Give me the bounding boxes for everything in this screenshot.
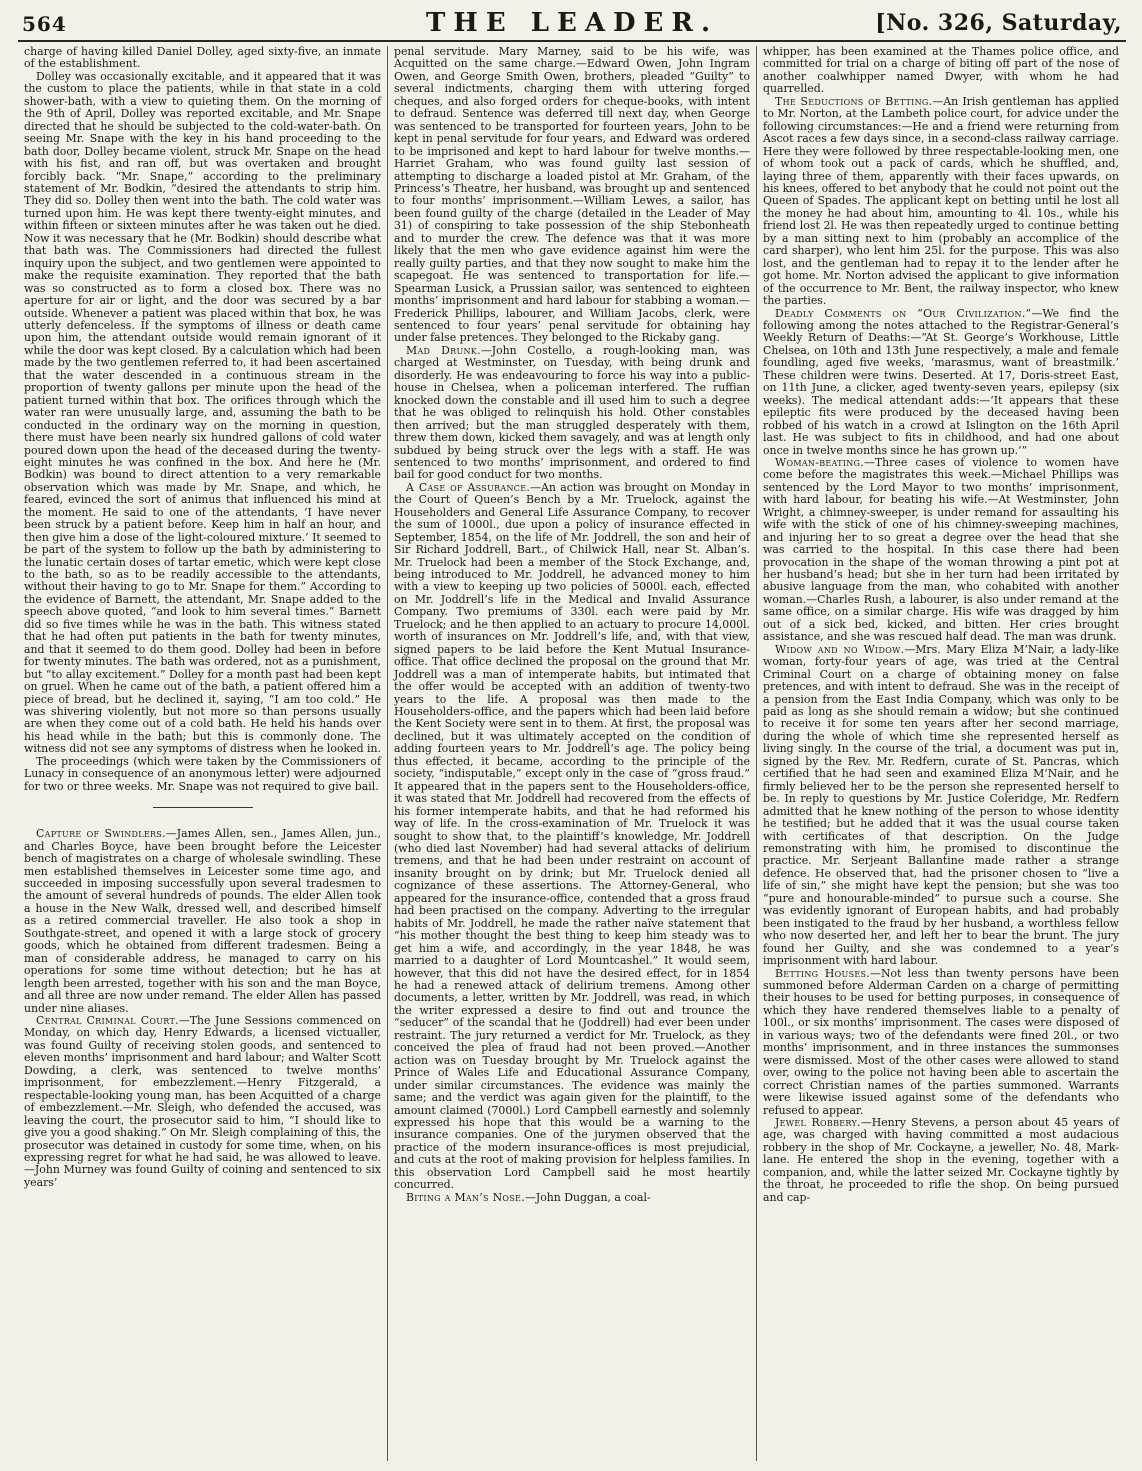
column-3	[756, 46, 1125, 1461]
article-paragraph: whipper, has been examined at the Thames police office, and committed for trial on a charge of biting off part of the nose of another coalwhipper named Dwyer, with whom he had quarrelled.	[763, 46, 1119, 96]
article-paragraph: The proceedings (which were taken by the Commissioners of Lunacy in consequence of an anonymous letter) were adjourned for two or three weeks. Mr. Snape was not required to give bail.	[24, 754, 381, 793]
article-heading: Widow and no Widow.	[775, 642, 905, 656]
article-body: —The June Sessions commenced on Monday, on which day, Henry Edwards, a licensed victualler, was found Guilty of receiving stolen goods, and sentenced to eleven months’ imprisonment and hard labour; and Walter Scott Dowding, a clerk, was sentenced to twelve months’ imprisonment, for embezzlement.—Henry Fitzgerald, a respectable-looking young man, has been Acquitted of a charge of embezzlement.—Mr. Sleigh, who defended the accused, was leaving the court, the prosecutor said to him, “I should like to give you a good shaking.” On Mr. Sleigh complaining of this, the prosecutor was detained in custody for some time, when, on his expressing regret for what he had said, he was allowed to leave.—John Murney was found Guilty of coining and sentenced to six years’	[24, 1013, 382, 1189]
article-paragraph	[394, 482, 750, 1192]
article-heading: Biting a Man’s Nose.	[406, 1190, 525, 1204]
page-number: 564	[22, 12, 67, 36]
article-heading: Mad Drunk.	[406, 343, 481, 357]
article-paragraph	[394, 345, 750, 482]
newspaper-page	[18, 6, 1126, 1461]
article-paragraph	[24, 828, 381, 1015]
column-2	[387, 46, 756, 1461]
article-heading: A Case of Assurance.	[406, 480, 531, 494]
article-columns	[18, 46, 1126, 1461]
article-body: —Three cases of violence to women have come before the magistrates this week.—Michael Phillips was sentenced by the Lord Mayor to two months’ imprisonment, with hard labour, for beating his wife.—At Westminster, John Wright, a chimney-sweeper, is under remand for assaulting his wife with the stick of one of his chimney-sweeping machines, and injuring her to so great a degree over the head that she was carried to the hospital. In this case there had been provocation in the shape of the woman throwing a pint pot at her husband’s head; but she in her turn had been irritated by abusive language from the man, who cohabited with another woman.—Charles Rush, a labourer, is also under remand at the same office, on a similar charge. His wife was dragged by him out of a sick bed, kicked, and bitten. Her cries brought assistance, and she was rescued half dead. The man was drunk.	[763, 455, 1119, 644]
article-paragraph	[24, 1015, 381, 1189]
article-paragraph	[763, 644, 1119, 968]
article-heading: The Seductions of Betting.	[775, 94, 933, 108]
article-paragraph	[394, 1192, 750, 1204]
column-1	[18, 46, 387, 1461]
issue-number: [No. 326, Saturday,	[875, 10, 1122, 36]
article-paragraph: penal servitude. Mary Marney, said to be his wife, was Acquitted on the same charge.—Edward Owen, John Ingram Owen, and George Smith Owen, brothers, pleaded “Guilty” to several indictments, charging them with uttering forged cheques, and also forged orders for cheque-books, with intent to defraud. Sentence was deferred till next day, when George was sentenced to be transported for fourteen years, John to be kept in penal servitude for four years, and Edward was ordered to be imprisoned and kept to hard labour for twelve months.—Harriet Graham, who was found guilty last session of attempting to discharge a loaded pistol at Mr. Graham, of the Princess’s Theatre, her husband, was brought up and sentenced to four months’ imprisonment.—William Lewes, a sailor, has been found guilty of the charge (detailed in the Leader of May 31) of conspiring to take possession of the ship Stebonheath and to murder the crew. The defence was that it was more likely that the men who gave evidence against him were the really guilty parties, and that they now sought to make him the scapegoat. He was sentenced to transportation for life.—Spearman Lusick, a Prussian sailor, was sentenced to eighteen months’ imprisonment and hard labour for stabbing a woman.—Frederick Phillips, labourer, and William Jacobs, clerk, were sentenced to four years’ penal servitude for obtaining hay under false pretences. They belonged to the Rickaby gang.	[394, 46, 750, 345]
article-paragraph: Dolley was occasionally excitable, and it appeared that it was the custom to place the patients, while in that state in a cold shower-bath, with a view to quieting them. On the morning of the 9th of April, Dolley was reported excitable, and Mr. Snape directed that he should be subjected to the cold-water-bath. On seeing Mr. Snape with the key in his hand proceeding to the bath door, Dolley became violent, struck Mr. Snape on the head with his fist, and ran off, but was overtaken and brought forcibly back. “Mr. Snape,” according to the preliminary statement of Mr. Bodkin, “desired the attendants to strip him. They did so. Dolley then went into the bath. The cold water was turned upon him. He was kept there twenty-eight minutes, and within fifteen or sixteen minutes after he was taken out he died. Now it was necessary that he (Mr. Bodkin) should describe what that bath was. The Commissioners had directed the fullest inquiry upon the subject, and two gentlemen were appointed to make the requisite examination. They reported that the bath was so constructed as to form a closed box. There was no aperture for air or light, and the door was secured by a bar outside. Whenever a patient was placed within that box, he was utterly defenceless. If the symptoms of illness or death came upon him, the attendant outside would remain ignorant of it while the door was kept closed. By a calculation which had been made by the two gentlemen referred to, it had been ascertained that the water descended in a continuous stream in the proportion of twenty gallons per minute upon the head of the patient turned within that box. The orifices through which the water ran were unusually large, and, assuming the bath to be conducted in the ordinary way on the morning in question, there must have been nearly six hundred gallons of cold water poured down upon the head of the deceased during the twenty-eight minutes he was confined in the box. And here he (Mr. Bodkin) was bound to direct attention to a very remarkable observation which was made by Mr. Snape, and which, he feared, evinced the sort of animus that influenced his mind at the moment. He said to one of the attendants, ‘I have never been struck by a patient before. Keep him in half an hour, and then give him a dose of the light-coloured mixture.’ It seemed to be part of the system to follow up the bath by administering to the lunatic certain doses of tartar emetic, which were kept close to the bath, so as to be readily accessible to the attendants, without their having to go to Mr. Snape for them.” According to the evidence of Barnett, the attendant, Mr. Snape added to the speech above quoted, “and look to him several times.” Barnett did so five times while he was in the bath. This witness stated that he had often put patients in the bath for twenty minutes, and that it seemed to do them good. Dolley had been in before for twenty minutes. The bath was ordered, not as a punishment, but “to allay excitement.” Dolley for a month past had been kept on gruel. When he came out of the bath, a patient offered him a piece of bread, but he declined it, saying, “I am too cold.” He was shivering violently, but not more so than persons usually are when they come out of a cold bath. He held his hands over his head while in the bath; but this is commonly done. The witness did not see any symptoms of distress when he looked in.	[24, 69, 381, 756]
article-paragraph	[763, 457, 1119, 644]
article-body: —John Costello, a rough-looking man, was charged at Westminster, on Tuesday, with being drunk and disorderly. He was endeavouring to force his way into a public-house in Chelsea, when a policeman interfered. The ruffian knocked down the constable and ill used him to such a degree that he was obliged to relinquish his hold. Other constables then arrived; but the man struggled desperately with them, threw them down, kicked them savagely, and was at length only subdued by being struck over the legs with a staff. He was sentenced to two months’ imprisonment, and ordered to find bail for good conduct for two months.	[394, 343, 750, 482]
article-body: —Henry Stevens, a person about 45 years of age, was charged with having committed a most audacious robbery in the shop of Mr. Cockayne, a jeweller, No. 48, Mark-lane. He entered the shop in the evening, together with a companion, and, while the latter seized Mr. Cockayne tightly by the throat, he proceeded to rifle the shop. On being pursued and cap-	[763, 1115, 1119, 1204]
article-body: —Mrs. Mary Eliza M‘Nair, a lady-like woman, forty-four years of age, was tried at the Central Criminal Court on a charge of obtaining money on false pretences, and with intent to defraud. She was in the receipt of a pension from the East India Company, which was only to be paid as long as she should remain a widow; but she continued to receive it for some ten years after her second marriage, during the whole of which time she represented herself as living singly. In the course of the trial, a document was put in, signed by the Rev. Mr. Redfern, curate of St. Pancras, which certified that he had seen and examined Eliza M‘Nair, and he firmly believed her to be the person she represented herself to be. In reply to questions by Mr. Justice Coleridge, Mr. Redfern admitted that he knew nothing of the person to whose identity he testified; but he added that it was the usual course taken with certificates of that description. On the Judge remonstrating with him, he promised to discontinue the practice. Mr. Serjeant Ballantine made rather a strange defence. He observed that, had the prisoner chosen to “live a life of sin,” she might have kept the pension; but she was too “pure and honourable-minded” to pursue such a course. She was evidently ignorant of European habits, and had probably been instigated to the fraud by her husband, a worthless fellow who now deserted her, and left her to bear the brunt. The jury found her Guilty, and she was condemned to a year’s imprisonment with hard labour.	[763, 642, 1119, 968]
article-body: —Not less than twenty persons have been summoned before Alderman Carden on a charge of permitting their houses to be used for betting purposes, in consequence of which they have rendered themselves liable to a penalty of 100l., or six months’ imprisonment. The cases were disposed of in various ways; two of the defendants were fined 20l., or two months’ imprisonment, and in three instances the summonses were dismissed. Most of the other cases were allowed to stand over, owing to the police not having been able to ascertain the correct Christian names of the parties summoned. Warrants were likewise issued against some of the defendants who refused to appear.	[763, 966, 1119, 1117]
section-divider	[153, 807, 253, 808]
article-paragraph: charge of having killed Daniel Dolley, aged sixty-five, an inmate of the establishment.	[24, 46, 381, 71]
article-paragraph	[763, 308, 1119, 457]
article-heading: Jewel Robbery.	[775, 1115, 861, 1129]
article-heading: Capture of Swindlers.	[36, 827, 166, 841]
article-body: —John Duggan, a coal-	[524, 1190, 651, 1204]
article-body: —James Allen, sen., James Allen, jun., and Charles Boyce, have been brought before the Leicester bench of magistrates on a charge of wholesale swindling. These men established themselves in Leicester some time ago, and succeeded in imposing successfully upon several tradesmen to the amount of several hundreds of pounds. The elder Allen took a house in the New Walk, dressed well, and described himself as a retired commercial traveller. He also took a shop in Southgate-street, and opened it with a large stock of grocery goods, which he obtained from different tradesmen. Being a man of considerable address, he managed to carry on his operations for some time without detection; but he has at length been arrested, together with his son and the man Boyce, and all three are now under remand. The elder Allen has passed under nine aliases.	[24, 827, 381, 1015]
article-heading: Woman-beating.	[775, 455, 865, 469]
article-heading: Deadly Comments on “Our Civilization.”	[775, 306, 1032, 320]
article-paragraph	[763, 968, 1119, 1117]
article-heading: Betting Houses.	[775, 966, 871, 980]
article-paragraph	[763, 1117, 1119, 1204]
article-paragraph	[763, 96, 1119, 308]
newspaper-title: THE LEADER.	[425, 8, 719, 38]
masthead	[18, 6, 1126, 42]
article-body: —We find the following among the notes attached to the Registrar-General’s Weekly Return of Deaths:—“At St. George’s Workhouse, Little Chelsea, on 10th and 13th June respectively, a male and female foundling, aged five weeks, ‘marasmus, want of breastmilk.’ These children were twins. Deserted. At 17, Doris-street East, on 11th June, a clicker, aged twenty-seven years, epilepsy (six weeks). The medical attendant adds:—‘It appears that these epileptic fits were produced by the deceased having been robbed of his watch in a crowd at Islington on the 16th April last. He was subject to fits in childhood, and had one about once in twelve months since he has grown up.’”	[763, 306, 1119, 457]
article-body: —An Irish gentleman has applied to Mr. Norton, at the Lambeth police court, for advice under the following circumstances:—He and a friend were returning from Ascot races a few days since, in a second-class railway carriage. Here they were followed by three respectable-looking men, one of whom took out a pack of cards, which he shuffled, and, laying three of them, apparently with their faces upwards, on his knees, offered to bet anybody that he could not point out the Queen of Spades. The applicant kept on betting until he lost all the money he had about him, amounting to 4l. 10s., while his friend lost 2l. He was then repeatedly urged to continue betting by a man sitting next to him (probably an accomplice of the card sharper), who lent him 25l. for the purpose. This was also lost, and the gentleman had to repay it to the lender after he got home. Mr. Norton advised the applicant to give information of the occurrence to Mr. Bent, the railway inspector, who knew the parties.	[763, 94, 1119, 308]
article-body: —An action was brought on Monday in the Court of Queen’s Bench by a Mr. Truelock, against the Householders and General Life Assurance Company, to recover the sum of 1000l., due upon a policy of insurance effected in September, 1854, on the life of Mr. Joddrell, the son and heir of Sir Richard Joddrell, Bart., of Chilwick Hall, near St. Alban’s. Mr. Truelock had been a member of the Stock Exchange, and, being introduced to Mr. Joddrell, he advanced money to him with a view to keeping up two policies of 5000l. each, effected on Mr. Joddrell’s life in the Medical and Invalid Assurance Company. Two premiums of 330l. each were paid by Mr. Truelock; and he then applied to an actuary to procure 14,000l. worth of insurances on Mr. Joddrell’s life, and, with that view, signed papers to be laid before the Kent Mutual Insurance-office. That office declined the proposal on the ground that Mr. Joddrell was a man of intemperate habits, but intimated that the offer would be accepted with an addition of twenty-two years to the life. A proposal was then made to the Householders-office, and the papers which had been laid before the Kent Society were sent in to them. At first, the proposal was declined, but it was ultimately accepted on the condition of adding fourteen years to Mr. Joddrell’s age. The policy being thus effected, it became, according to the principle of the society, “indisputable,” except only in the case of “gross fraud.” It appeared that in the papers sent to the Householders-office, it was stated that Mr. Joddrell had recovered from the effects of his former intemperate habits, and that he had reformed his way of life. In the cross-examination of Mr. Truelock it was sought to show that, to the plaintiff’s knowledge, Mr. Joddrell (who died last November) had had several attacks of delirium tremens, and that he had been under restraint on account of insanity brought on by drink; but Mr. Truelock denied all cognizance of these assertions. The Attorney-General, who appeared for the insurance-office, contended that a gross fraud had been practised on the company. Adverting to the irregular habits of Mr. Joddrell, he made the rather naïve statement that “his mother thought the best thing to keep him steady was to get him a wife, and accordingly, in the year 1848, he was married to a daughter of Lord Mountcashel.” It would seem, however, that this did not have the desired effect, for in 1854 he had a renewed attack of delirium tremens. Among other documents, a letter, written by Mr. Joddrell, was read, in which the writer expressed a desire to find out and trounce the “seducer” of the scandal that he (Joddrell) had ever been under restraint. The jury returned a verdict for Mr. Truelock, as they conceived the plea of fraud had not been proved.—Another action was on Tuesday brought by Mr. Truelock against the Prince of Wales Life and Educational Assurance Company, under similar circumstances. The evidence was mainly the same; and the verdict was again given for the plaintiff, to the amount claimed (7000l.) Lord Campbell earnestly and solemnly expressed his hope that this would be a warning to the insurance companies. One of the jurymen observed that the practice of the modern insurance-offices is most prejudicial, and cuts at the root of making provision for helpless families. In this observation Lord Campbell said he most heartily concurred.	[394, 480, 750, 1192]
article-heading: Central Criminal Court.	[36, 1013, 179, 1027]
